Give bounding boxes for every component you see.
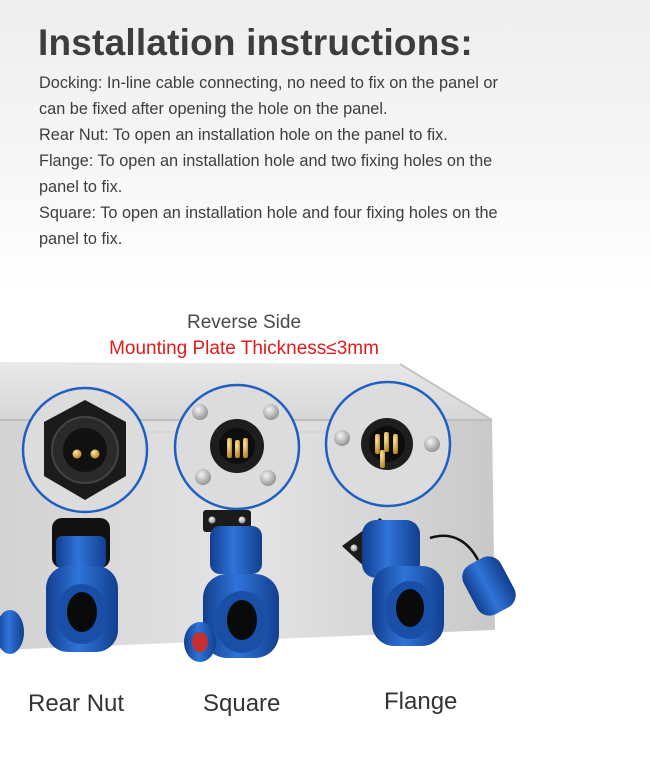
instructions-text <box>39 70 599 252</box>
instruction-line: Rear Nut: To open an installation hole on the panel to fix. <box>39 126 448 144</box>
instruction-line: Square: To open an installation hole and four fixing holes on the <box>39 204 498 222</box>
page-title: Installation instructions: <box>38 22 473 63</box>
caption-flange: Flange <box>384 688 458 715</box>
square-inset <box>175 385 299 509</box>
instruction-line: Flange: To open an installation hole and two fixing holes on the <box>39 152 493 170</box>
flange-inset <box>326 382 450 506</box>
instruction-line: Docking: In-line cable connecting, no need to fix on the panel or <box>39 74 498 92</box>
thickness-label: Mounting Plate Thickness≤3mm <box>109 338 379 359</box>
caption-rear-nut: Rear Nut <box>28 690 125 717</box>
reverse-side-label: Reverse Side <box>186 312 302 333</box>
caption-square: Square <box>203 690 281 717</box>
instruction-line: can be fixed after opening the hole on the panel. <box>39 100 388 118</box>
instruction-line: panel to fix. <box>39 178 123 196</box>
rear-nut-inset <box>23 388 147 512</box>
connector-product-photo <box>0 360 650 680</box>
instruction-line: panel to fix. <box>39 230 123 248</box>
